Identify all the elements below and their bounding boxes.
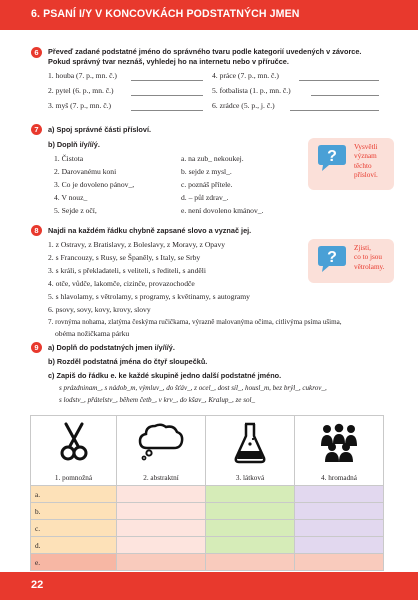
ex6-answer-line-1[interactable]	[131, 80, 203, 81]
ex7-left-5: 5. Sejde z očí,	[54, 206, 97, 215]
table-row	[31, 520, 384, 537]
ex8-row-7-continued[interactable]: obéma nožičkama párku	[55, 329, 130, 338]
row-label-a: a.	[31, 486, 117, 503]
cell-d-4[interactable]	[295, 537, 384, 554]
row-label-e: e.	[31, 554, 117, 571]
ex6-item-3: 3. myš (7. p., mn. č.)	[48, 101, 112, 110]
ex8-row-4[interactable]: 4. otče, vůdče, lakomče, cizinče, provazochodče	[48, 279, 195, 288]
row-label-c: c.	[31, 520, 117, 537]
cell-c-3[interactable]	[206, 520, 295, 537]
column-header-1	[31, 416, 117, 486]
flask-icon	[233, 422, 267, 464]
ex7-right-b: b. sejde z mysl_.	[181, 167, 232, 176]
ex8-row-7[interactable]: 7. rovnýma nohama, zlatýma českýma ručičkama, výrazně malovanýma očima, citlivýma psíma ušima,	[48, 318, 342, 326]
chapter-title: 6. PSANÍ I/Y V KONCOVKÁCH PODSTATNÝCH JMEN	[31, 8, 300, 20]
hint-text-proverbs: Vysvětli význam těchto přísloví.	[354, 143, 378, 180]
cell-e-4[interactable]	[295, 554, 384, 571]
row-label-d: d.	[31, 537, 117, 554]
table-row	[31, 537, 384, 554]
hint-text-windbreaks: Zjisti, co to jsou větrolamy.	[354, 244, 385, 271]
ex8-instruction: Najdi na každém řádku chybně zapsané slovo a vyznač jej.	[48, 226, 252, 235]
exercise-number-8: 8	[31, 225, 42, 236]
ex6-item-4: 4. práce (7. p., mn. č.)	[212, 71, 279, 80]
ex9-task-b: b) Rozděl podstatná jména do čtyř sloupečků.	[48, 357, 208, 366]
exercise-number-7: 7	[31, 124, 42, 135]
ex6-answer-line-5[interactable]	[311, 95, 379, 96]
cell-e-2[interactable]	[117, 554, 206, 571]
scissors-icon	[58, 422, 90, 462]
cell-b-4[interactable]	[295, 503, 384, 520]
exercise-number-9: 9	[31, 342, 42, 353]
hint-bubble-proverbs	[308, 138, 394, 190]
question-speech-icon	[315, 245, 349, 273]
sorting-table	[30, 415, 384, 571]
ex8-row-5[interactable]: 5. s hlavolamy, s větrolamy, s programy, s květinamy, s autogramy	[48, 292, 250, 301]
ex8-row-1[interactable]: 1. z Ostravy, z Bratislavy, z Boleslavy, z Moravy, z Opavy	[48, 240, 226, 249]
ex6-answer-line-3[interactable]	[131, 110, 203, 111]
row-label-b: b.	[31, 503, 117, 520]
ex6-instruction-1: Převeď zadané podstatné jméno do správného tvaru podle kategorií uvedených v závorce.	[48, 47, 362, 56]
column-header-4	[295, 416, 384, 486]
cell-e-3[interactable]	[206, 554, 295, 571]
column-label-4: 4. hromadná	[321, 474, 357, 482]
exercise-number-6: 6	[31, 47, 42, 58]
ex8-row-3[interactable]: 3. s králi, s překladateli, s veliteli, s řediteli, s anděli	[48, 266, 206, 275]
ex9-words-line-2: s lodstv_, přátelstv_, během četb_, v krv_, do kšav_, Kralup_, ze sol_	[59, 396, 256, 404]
table-row	[31, 554, 384, 571]
ex7-right-a: a. na zub_ nekoukej.	[181, 154, 244, 163]
ex7-left-2: 2. Darovanému koni	[54, 167, 117, 176]
ex9-words-line-1: s prázdninam_, s nádob_m, výmluv_, do šťáv_, z ocel_, dost síl_, housl_m, bez brýl_, cukrov_,	[59, 384, 327, 392]
ex9-task-a: a) Doplň do podstatných jmen i/y/í/ý.	[48, 343, 175, 352]
hint-bubble-windbreaks	[308, 239, 394, 283]
ex7-task-b: b) Doplň i/y/í/ý.	[48, 140, 100, 149]
table-header-row	[31, 416, 384, 486]
ex6-item-6: 6. zrádce (5. p., j. č.)	[212, 101, 275, 110]
ex8-row-6[interactable]: 6. psovy, sovy, kovy, krovy, slovy	[48, 305, 151, 314]
question-speech-icon	[315, 144, 349, 172]
column-label-1: 1. pomnožná	[54, 474, 93, 482]
thought-cloud-icon	[137, 422, 185, 462]
crowd-icon	[318, 422, 360, 462]
svg-text:?: ?	[327, 148, 337, 165]
ex8-row-2[interactable]: 2. s Francouzy, s Rusy, se Španěly, s Italy, se Srby	[48, 253, 201, 262]
ex7-right-c: c. poznáš přítele.	[181, 180, 233, 189]
footer-bar	[0, 572, 418, 600]
ex6-item-1: 1. houba (7. p., mn. č.)	[48, 71, 117, 80]
column-label-2: 2. abstraktní	[143, 474, 179, 482]
cell-c-2[interactable]	[117, 520, 206, 537]
ex7-left-3: 3. Co je dovoleno pánov_,	[54, 180, 135, 189]
column-header-2	[117, 416, 206, 486]
ex7-left-4: 4. V nouz_	[54, 193, 88, 202]
cell-d-2[interactable]	[117, 537, 206, 554]
ex9-task-c: c) Zapiš do řádku e. ke každé skupině jedno další podstatné jméno.	[48, 371, 282, 380]
ex7-right-d: d. – půl zdrav_.	[181, 193, 229, 202]
ex7-right-e: e. není dovoleno kmánov_.	[181, 206, 264, 215]
cell-a-4[interactable]	[295, 486, 384, 503]
table-row	[31, 503, 384, 520]
cell-b-2[interactable]	[117, 503, 206, 520]
column-header-3	[206, 416, 295, 486]
ex6-item-5: 5. fotbalista (1. p., mn. č.)	[212, 86, 291, 95]
ex6-answer-line-6[interactable]	[290, 110, 379, 111]
cell-c-4[interactable]	[295, 520, 384, 537]
ex6-instruction-2: Pokud správný tvar neznáš, vyhledej ho na internetu nebo v příručce.	[48, 57, 289, 66]
ex7-task-a: a) Spoj správné části přísloví.	[48, 125, 152, 134]
svg-text:?: ?	[327, 249, 337, 266]
ex7-left-1: 1. Čistota	[54, 154, 84, 163]
cell-b-3[interactable]	[206, 503, 295, 520]
cell-a-2[interactable]	[117, 486, 206, 503]
table-row	[31, 486, 384, 503]
ex6-answer-line-2[interactable]	[131, 95, 203, 96]
header-bar	[0, 0, 418, 30]
ex6-item-2: 2. pytel (6. p., mn. č.)	[48, 86, 114, 95]
column-label-3: 3. látková	[235, 474, 265, 482]
cell-d-3[interactable]	[206, 537, 295, 554]
ex6-answer-line-4[interactable]	[299, 80, 379, 81]
page-number: 22	[31, 579, 44, 591]
cell-a-3[interactable]	[206, 486, 295, 503]
